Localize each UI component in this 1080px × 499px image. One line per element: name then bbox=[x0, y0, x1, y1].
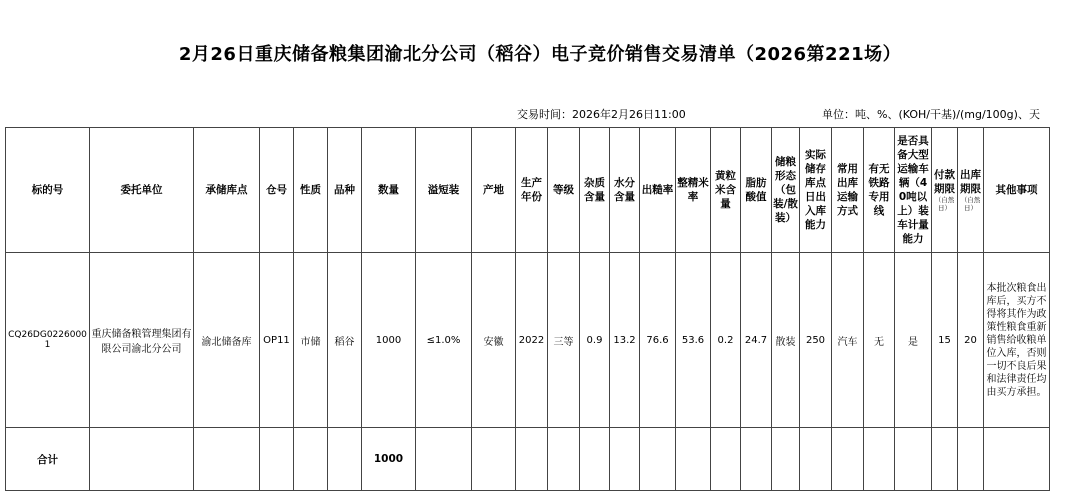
cell-year: 2022 bbox=[516, 253, 548, 428]
cell-consignor: 重庆储备粮管理集团有限公司渝北分公司 bbox=[90, 253, 194, 428]
header-year: 生产年份 bbox=[516, 128, 548, 253]
cell-payment: 15 bbox=[932, 253, 958, 428]
cell-head-rice: 53.6 bbox=[676, 253, 711, 428]
cell-quantity: 1000 bbox=[362, 253, 416, 428]
header-payment-label: 付款期限 bbox=[934, 169, 955, 195]
cell-variety: 稻谷 bbox=[328, 253, 362, 428]
cell-yellow: 0.2 bbox=[711, 253, 741, 428]
cell-bin: OP11 bbox=[260, 253, 294, 428]
cell-truck: 是 bbox=[895, 253, 932, 428]
header-storage: 储粮形态（包装/散装） bbox=[772, 128, 800, 253]
header-moisture: 水分含量 bbox=[610, 128, 640, 253]
header-truck: 是否具备大型运输车辆（40吨以上）装车计量能力 bbox=[895, 128, 932, 253]
header-capacity: 实际储存库点日出入库能力 bbox=[800, 128, 832, 253]
cell-capacity: 250 bbox=[800, 253, 832, 428]
header-yellow: 黄粒米含量 bbox=[711, 128, 741, 253]
header-variety: 品种 bbox=[328, 128, 362, 253]
total-row bbox=[6, 428, 1050, 491]
header-depot: 承储库点 bbox=[194, 128, 260, 253]
header-rice-yield: 出糙率 bbox=[640, 128, 676, 253]
cell-nature: 市储 bbox=[294, 253, 328, 428]
header-delivery-label: 出库期限 bbox=[960, 169, 981, 195]
header-grade: 等级 bbox=[548, 128, 580, 253]
cell-other: 本批次粮食出库后，买方不得将其作为政策性粮食重新销售给收粮单位入库，否则一切不良后果和法律责任均由买方承担。 bbox=[984, 253, 1050, 428]
cell-transport: 汽车 bbox=[832, 253, 864, 428]
table-row bbox=[6, 253, 1050, 428]
header-fatty-acid: 脂肪酸值 bbox=[741, 128, 772, 253]
unit-line: 单位：吨、%、(KOH/干基)/(mg/100g)、天 bbox=[822, 108, 1040, 121]
header-payment bbox=[932, 128, 958, 253]
cell-origin: 安徽 bbox=[472, 253, 516, 428]
cell-fatty-acid: 24.7 bbox=[741, 253, 772, 428]
header-delivery bbox=[958, 128, 984, 253]
header-other: 其他事项 bbox=[984, 128, 1050, 253]
header-nature: 性质 bbox=[294, 128, 328, 253]
cell-delivery: 20 bbox=[958, 253, 984, 428]
cell-railway: 无 bbox=[864, 253, 895, 428]
cell-depot: 渝北储备库 bbox=[194, 253, 260, 428]
header-transport: 常用出库运输方式 bbox=[832, 128, 864, 253]
header-payment-note: （自然日） bbox=[934, 196, 955, 212]
cell-moisture: 13.2 bbox=[610, 253, 640, 428]
header-head-rice: 整精米率 bbox=[676, 128, 711, 253]
cell-grade: 三等 bbox=[548, 253, 580, 428]
header-impurity: 杂质含量 bbox=[580, 128, 610, 253]
trade-table bbox=[5, 127, 1050, 491]
total-quantity: 1000 bbox=[362, 428, 416, 491]
header-row bbox=[6, 128, 1050, 253]
cell-overshort: ≤1.0% bbox=[416, 253, 472, 428]
header-origin: 产地 bbox=[472, 128, 516, 253]
page-title: 2月26日重庆储备粮集团渝北分公司（稻谷）电子竞价销售交易清单（2026第221场） bbox=[178, 44, 902, 65]
header-overshort: 溢短装 bbox=[416, 128, 472, 253]
cell-rice-yield: 76.6 bbox=[640, 253, 676, 428]
header-railway: 有无铁路专用线 bbox=[864, 128, 895, 253]
cell-storage: 散装 bbox=[772, 253, 800, 428]
header-lot-no: 标的号 bbox=[6, 128, 90, 253]
cell-lot-no: CQ26DG02260001 bbox=[6, 253, 90, 428]
header-consignor: 委托单位 bbox=[90, 128, 194, 253]
header-delivery-note: （自然日） bbox=[960, 196, 981, 212]
cell-impurity: 0.9 bbox=[580, 253, 610, 428]
trade-time: 交易时间：2026年2月26日11:00 bbox=[517, 108, 686, 121]
total-label: 合计 bbox=[6, 428, 90, 491]
header-bin: 仓号 bbox=[260, 128, 294, 253]
header-quantity: 数量 bbox=[362, 128, 416, 253]
